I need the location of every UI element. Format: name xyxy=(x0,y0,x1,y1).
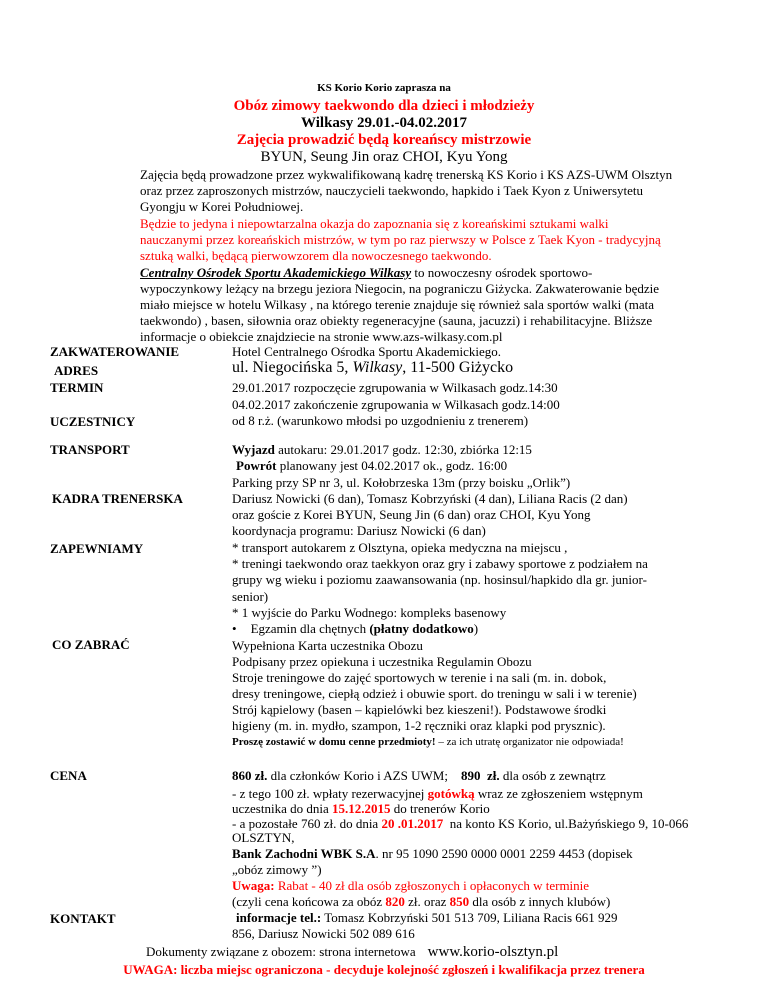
termin-line-2: 04.02.2017 zakończenie zgrupowania w Wilkasach godz.14:00 xyxy=(232,397,560,412)
uwaga2-850: 850 xyxy=(449,894,470,909)
termin-label: TERMIN xyxy=(50,380,104,395)
zakwaterowanie-label: ZAKWATEROWANIE xyxy=(50,344,180,359)
valuables-rest: – za ich utratę organizator nie odpowiada! xyxy=(435,736,624,748)
cena-line-1 xyxy=(232,786,643,802)
kontakt-line-2: 856, Dariusz Nowicki 502 089 616 xyxy=(232,926,415,941)
bank-name: Bank Zachodni WBK S.A xyxy=(232,846,376,861)
cena-l2-a: uczestnika do dnia xyxy=(232,801,332,816)
uwaga-rest: Rabat - 40 zł dla osób zgłoszonych i opłaconych w terminie xyxy=(274,878,590,893)
zapewniamy-line-1: * transport autokarem z Olsztyna, opieka medyczna na miejscu , xyxy=(232,540,568,555)
zapewniamy-line-3: grupy wg wieku i poziomu zaawansowania (np. hosinsul/hapkido dla gr. junior- xyxy=(232,572,647,587)
adres-street: ul. Niegocińska 5, xyxy=(232,359,353,376)
cena-main xyxy=(232,768,606,784)
uwaga2-c: dla osób z innych klubów) xyxy=(469,894,611,909)
intro-line-3: Gyongju w Korei Południowej. xyxy=(140,199,304,214)
kadra-line-2: oraz goście z Korei BYUN, Seung Jin (6 dan) oraz CHOI, Kyu Yong xyxy=(232,507,591,522)
zapewniamy-line-5: * 1 wyjście do Parku Wodnego: kompleks basenowy xyxy=(232,605,507,620)
co-zabrac-line-3: Stroje treningowe do zajęć sportowych w terenie i na sali (m. in. dobok, xyxy=(232,670,607,685)
cena-860-rest: dla członków Korio i AZS UWM; xyxy=(267,768,461,783)
bullet-icon: • xyxy=(232,621,237,636)
co-zabrac-label: CO ZABRAĆ xyxy=(52,637,130,652)
docs-url-link[interactable]: www.korio-olsztyn.pl xyxy=(427,944,559,960)
zapewniamy-label: ZAPEWNIAMY xyxy=(50,541,144,556)
camp-title: Obóz zimowy taekwondo dla dzieci i młodzieży xyxy=(233,98,535,114)
transport-label: TRANSPORT xyxy=(50,442,130,457)
invite-line: KS Korio Korio zaprasza na xyxy=(317,82,451,94)
adres-city: Wilkasy xyxy=(352,359,403,376)
center-name: Centralny Ośrodek Sportu Akademickiego Wilkasy xyxy=(140,265,412,280)
bank-line xyxy=(232,846,633,862)
cena-label: CENA xyxy=(50,768,87,783)
uwaga-line-2 xyxy=(232,894,610,910)
adres-label: ADRES xyxy=(54,363,99,378)
intro-red-line-1: Będzie to jedyna i niepowtarzalna okazja do zapoznania się z koreańskimi sztukami walki xyxy=(140,216,609,231)
uwaga2-b: zł. oraz xyxy=(404,894,450,909)
masters-title: Zajęcia prowadzić będą koreańscy mistrzowie xyxy=(236,132,532,148)
zapewniamy-line-4: senior) xyxy=(232,589,269,604)
co-zabrac-line-1: Wypełniona Karta uczestnika Obozu xyxy=(232,638,423,653)
center-intro-rest: to nowoczesny ośrodek sportowo- xyxy=(411,265,593,280)
zakwaterowanie-value: Hotel Centralnego Ośrodka Sportu Akademickiego. xyxy=(232,344,501,359)
cena-l2-date: 15.12.2015 xyxy=(332,801,391,816)
camp-dates: Wilkasy 29.01.-04.02.2017 xyxy=(301,115,467,131)
powrot-bold: Powrót xyxy=(236,458,277,473)
uwaga2-a: (czyli cena końcowa za obóz xyxy=(232,894,386,909)
co-zabrac-line-6: higieny (m. in. mydło, szampon, 1-2 ręczniki oraz klapki pod prysznic). xyxy=(232,718,606,733)
zapewniamy-line-2: * treningi taekwondo oraz taekkyon oraz gry i zabawy sportowe z podziałem na xyxy=(232,556,648,571)
kadra-label: KADRA TRENERSKA xyxy=(52,491,183,506)
egzamin-line xyxy=(232,621,478,637)
cena-l1-b: wraz ze zgłoszeniem wstępnym xyxy=(474,786,643,801)
wyjazd-rest: autokaru: 29.01.2017 godz. 12:30, zbiórka 12:15 xyxy=(274,442,532,457)
valuables-bold: Proszę zostawić w domu cenne przedmioty! xyxy=(232,736,436,748)
cena-line-4: OLSZTYN, xyxy=(232,830,295,845)
bank-note: „obóz zimowy ”) xyxy=(232,862,322,877)
intro-line-2: oraz przez zaproszonych mistrzów, nauczycieli taekwondo, hapkido i Taek Kyon z Uniwersytetu xyxy=(140,183,644,198)
cena-860: 860 zł. xyxy=(232,768,268,783)
kontakt-line-1 xyxy=(236,910,618,926)
cena-gotowka: gotówką xyxy=(427,786,475,801)
kadra-line-3: koordynacja programu: Dariusz Nowicki (6 dan) xyxy=(232,523,486,538)
valuables-note xyxy=(232,736,624,748)
center-line-4: informacje o obiekcie znajdziecie na stronie www.azs-wilkasy.com.pl xyxy=(140,329,503,344)
cena-890-rest: dla osób z zewnątrz xyxy=(499,768,606,783)
kontakt-label: KONTAKT xyxy=(50,911,116,926)
termin-line-1: 29.01.2017 rozpoczęcie zgrupowania w Wilkasach godz.14:30 xyxy=(232,380,558,395)
cena-l3-a: - a pozostałe 760 zł. do dnia xyxy=(232,816,382,831)
docs-line xyxy=(146,944,558,961)
cena-l3-b: na konto KS Korio, ul.Bażyńskiego 9, 10-066 xyxy=(443,816,689,831)
uwaga-label: Uwaga: xyxy=(232,878,275,893)
adres-value xyxy=(232,359,513,377)
wyjazd-bold: Wyjazd xyxy=(232,442,275,457)
center-line-2: miało miejsce w hotelu Wilkasy , na którego terenie znajduje się również sala sportów walki (mata xyxy=(140,297,655,312)
masters-names: BYUN, Seung Jin oraz CHOI, Kyu Yong xyxy=(260,149,508,165)
cena-890: 890 zł. xyxy=(460,768,500,783)
transport-powrot xyxy=(236,458,507,474)
intro-red-line-2: nauczanymi przez koreańskich mistrzów, w tym po raz pierwszy w Polsce z Taek Kyon - tradycyjną xyxy=(140,232,661,247)
docs-text: Dokumenty związane z obozem: strona internetowa xyxy=(146,944,416,959)
transport-parking: Parking przy SP nr 3, ul. Kołobrzeska 13m (przy boisku „Orlik”) xyxy=(232,475,571,490)
kadra-line-1: Dariusz Nowicki (6 dan), Tomasz Kobrzyński (4 dan), Liliana Racis (2 dan) xyxy=(232,491,628,506)
intro-red-line-3: sztuką walki, będącą pierwowzorem dla nowoczesnego taekwondo. xyxy=(140,248,492,263)
co-zabrac-line-2: Podpisany przez opiekuna i uczestnika Regulamin Obozu xyxy=(232,654,532,669)
cena-l1-a: - z tego 100 zł. wpłaty rezerwacyjnej xyxy=(232,786,428,801)
cena-line-3 xyxy=(232,816,688,832)
cena-l2-b: do trenerów Korio xyxy=(390,801,490,816)
adres-postal: , 11-500 Giżycko xyxy=(402,359,514,376)
transport-wyjazd xyxy=(232,442,532,458)
intro-line-1: Zajęcia będą prowadzone przez wykwalifikowaną kadrę trenerską KS Korio i KS AZS-UWM Olsztyn xyxy=(140,167,673,182)
kontakt-rest: Tomasz Kobrzyński 501 513 709, Liliana Racis 661 929 xyxy=(321,910,618,925)
egzamin-bold: (płatny dodatkowo xyxy=(369,621,474,636)
center-intro-line xyxy=(140,265,592,281)
powrot-rest: planowany jest 04.02.2017 ok., godz. 16:00 xyxy=(276,458,508,473)
uwaga2-820: 820 xyxy=(385,894,405,909)
cena-line-2 xyxy=(232,801,490,817)
kontakt-bold: informacje tel.: xyxy=(236,910,322,925)
bank-rest: . nr 95 1090 2590 0000 0001 2259 4453 (dopisek xyxy=(375,846,633,861)
uwaga-line xyxy=(232,878,589,894)
co-zabrac-line-4: dresy treningowe, ciepłą odzież i obuwie sport. do treningu w sali i w terenie) xyxy=(232,686,637,701)
center-line-3: taekwondo) , basen, siłownia oraz obiekty regeneracyjne (sauna, jacuzzi) i rehabilitacyjne. Bliższe xyxy=(140,313,653,328)
center-line-1: wypoczynkowy leżący na brzegu jeziora Niegocin, na pograniczu Giżycka. Zakwaterowanie będzie xyxy=(140,281,660,296)
egzamin-text: Egzamin dla chętnych xyxy=(250,621,370,636)
cena-l3-date: 20 .01.2017 xyxy=(381,816,444,831)
co-zabrac-line-5: Strój kąpielowy (basen – kąpielówki bez kieszeni!). Podstawowe środki xyxy=(232,702,607,717)
places-warning: UWAGA: liczba miejsc ograniczona - decyduje kolejność zgłoszeń i kwalifikacja przez trenera xyxy=(123,962,645,977)
uczestnicy-value: od 8 r.ż. (warunkowo młodsi po uzgodnieniu z trenerem) xyxy=(232,413,529,428)
uczestnicy-label: UCZESTNICY xyxy=(50,414,136,429)
egzamin-close: ) xyxy=(473,621,479,636)
